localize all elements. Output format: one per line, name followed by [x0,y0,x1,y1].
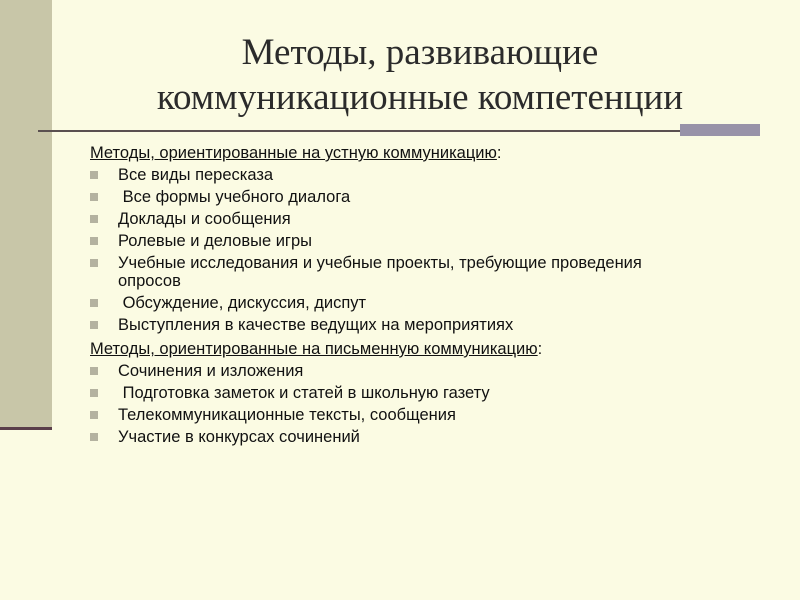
side-decor-bar [0,0,52,427]
bullet-list-oral [90,166,690,334]
bullet-list-written [90,362,690,446]
list-item-text: Участие в конкурсах сочинений [118,428,360,446]
bullet-square-icon [90,389,98,397]
bullet-square-icon [90,433,98,441]
list-item [90,362,690,380]
section-heading-oral-suffix: : [496,144,502,162]
bullet-square-icon [90,237,98,245]
title-line-1: Методы, развивающие [241,32,599,73]
list-item [90,294,690,312]
list-item-text: Сочинения и изложения [118,362,304,380]
section-heading-oral [90,142,690,164]
section-heading-oral-text: Методы, ориентированные на устную коммуникацию [90,144,497,162]
list-item [90,254,648,290]
bullet-square-icon [90,321,98,329]
list-item [90,384,690,402]
list-item-text: Выступления в качестве ведущих на мероприятиях [118,316,514,334]
bullet-square-icon [90,367,98,375]
list-item-text: Ролевые и деловые игры [118,232,312,250]
list-item-text: Все виды пересказа [118,166,274,184]
section-heading-written-suffix: : [537,340,543,358]
list-item-text: Учебные исследования и учебные проекты, требующие проведения опросов [118,254,642,290]
list-item [90,188,690,206]
bullet-square-icon [90,259,98,267]
list-item [90,316,690,334]
list-item-text: Телекоммуникационные тексты, сообщения [118,406,456,424]
bullet-square-icon [90,411,98,419]
bullet-square-icon [90,193,98,201]
list-item-text: Все формы учебного диалога [118,188,351,206]
bullet-square-icon [90,215,98,223]
section-heading-written-text: Методы, ориентированные на письменную коммуникацию [90,340,538,358]
list-item [90,406,690,424]
slide-body [90,142,690,450]
title-divider [38,130,758,132]
list-item [90,232,690,250]
bullet-square-icon [90,299,98,307]
title-line-2: коммуникационные компетенции [156,77,684,118]
list-item-text: Подготовка заметок и статей в школьную газету [118,384,490,402]
bullet-square-icon [90,171,98,179]
list-item [90,428,690,446]
slide-title [60,30,780,120]
section-heading-written [90,338,690,360]
list-item-text: Обсуждение, дискуссия, диспут [118,294,367,312]
side-decor-line [0,427,52,430]
divider-accent [680,124,760,136]
list-item [90,210,690,228]
list-item [90,166,690,184]
list-item-text: Доклады и сообщения [118,210,291,228]
